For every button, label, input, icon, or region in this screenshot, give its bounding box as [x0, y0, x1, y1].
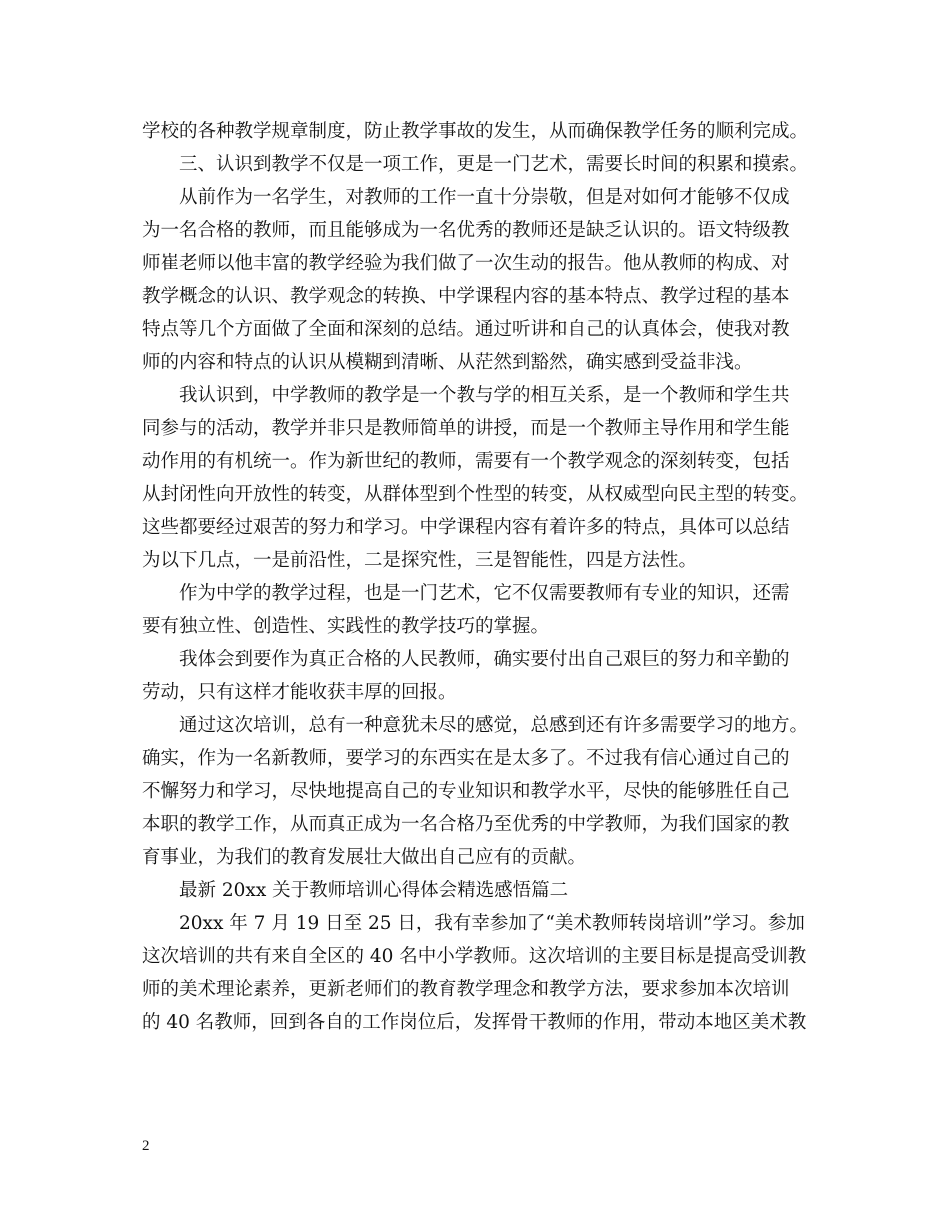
- text-line: 三、认识到教学不仅是一项工作，更是一门艺术，需要长时间的积累和摸索。: [179, 154, 809, 175]
- text-line: 师崔老师以他丰富的教学经验为我们做了一次生动的报告。他从教师的构成、对: [142, 253, 790, 274]
- page-number: 2: [142, 1138, 150, 1154]
- text-line: 最新 20xx 关于教师培训心得体会精选感悟篇二: [179, 880, 569, 901]
- text-line: 20xx 年 7 月 19 日至 25 日，我有幸参加了“美术教师转岗培训”学习。参加: [179, 913, 805, 934]
- text-line: 从前作为一名学生，对教师的工作一直十分崇敬，但是对如何才能够不仅成: [179, 187, 790, 208]
- text-line: 不懈努力和学习，尽快地提高自己的专业知识和教学水平，尽快的能够胜任自己: [142, 781, 790, 802]
- text-line: 师的美术理论素养，更新老师们的教育教学理念和教学方法，要求参加本次培训: [142, 979, 790, 1000]
- text-line: 特点等几个方面做了全面和深刻的总结。通过听讲和自己的认真体会，使我对教: [142, 319, 790, 340]
- text-line: 我认识到，中学教师的教学是一个教与学的相互关系，是一个教师和学生共: [179, 385, 790, 406]
- text-line: 同参与的活动，教学并非只是教师简单的讲授，而是一个教师主导作用和学生能: [142, 418, 790, 439]
- text-line: 育事业，为我们的教育发展壮大做出自己应有的贡献。: [142, 847, 587, 868]
- text-line: 要有独立性、创造性、实践性的教学技巧的掌握。: [142, 616, 550, 637]
- text-line: 这次培训的共有来自全区的 40 名中小学教师。这次培训的主要目标是提高受训教: [142, 946, 807, 967]
- text-line: 从封闭性向开放性的转变，从群体型到个性型的转变，从权威型向民主型的转变。: [142, 484, 809, 505]
- text-line: 确实，作为一名新教师，要学习的东西实在是太多了。不过我有信心通过自己的: [142, 748, 790, 769]
- text-line: 作为中学的教学过程，也是一门艺术，它不仅需要教师有专业的知识，还需: [179, 583, 790, 604]
- text-line: 劳动，只有这样才能收获丰厚的回报。: [142, 682, 457, 703]
- text-line: 为以下几点，一是前沿性，二是探究性，三是智能性，四是方法性。: [142, 550, 698, 571]
- text-line: 动作用的有机统一。作为新世纪的教师，需要有一个教学观念的深刻转变，包括: [142, 451, 790, 472]
- text-line: 的 40 名教师，回到各自的工作岗位后，发挥骨干教师的作用，带动本地区美术教: [142, 1012, 807, 1033]
- text-line: 学校的各种教学规章制度，防止教学事故的发生，从而确保教学任务的顺利完成。: [142, 121, 809, 142]
- text-line: 教学概念的认识、教学观念的转换、中学课程内容的基本特点、教学过程的基本: [142, 286, 790, 307]
- text-line: 我体会到要作为真正合格的人民教师，确实要付出自己艰巨的努力和辛勤的: [179, 649, 790, 670]
- text-line: 为一名合格的教师，而且能够成为一名优秀的教师还是缺乏认识的。语文特级教: [142, 220, 790, 241]
- text-line: 本职的教学工作，从而真正成为一名合格乃至优秀的中学教师，为我们国家的教: [142, 814, 790, 835]
- text-line: 这些都要经过艰苦的努力和学习。中学课程内容有着许多的特点，具体可以总结: [142, 517, 790, 538]
- document-body: [142, 115, 822, 1039]
- text-line: 师的内容和特点的认识从模糊到清晰、从茫然到豁然，确实感到受益非浅。: [142, 352, 753, 373]
- text-line: 通过这次培训，总有一种意犹未尽的感觉，总感到还有许多需要学习的地方。: [179, 715, 809, 736]
